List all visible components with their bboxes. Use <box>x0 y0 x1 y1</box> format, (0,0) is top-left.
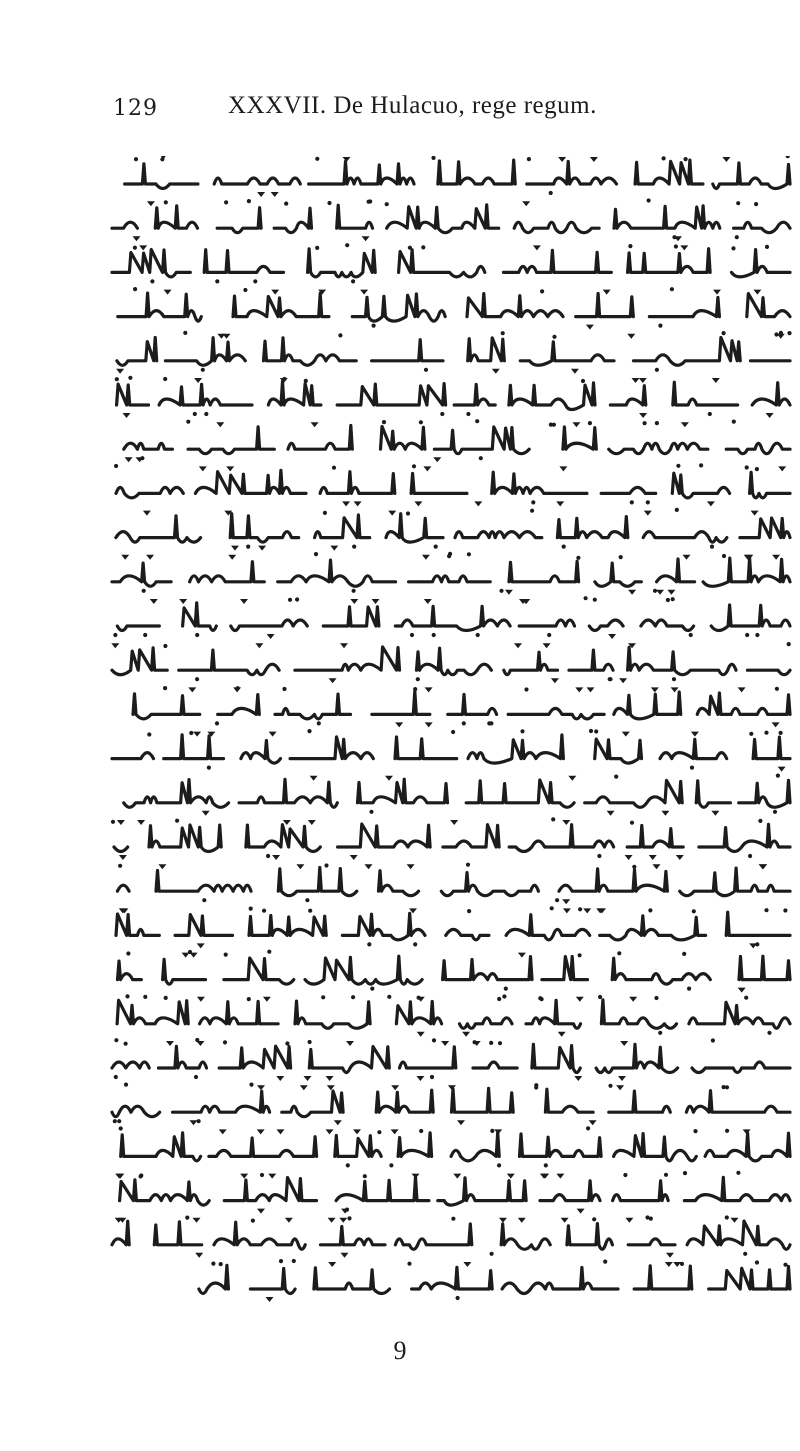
script-line <box>199 1259 790 1302</box>
script-line <box>112 1215 790 1257</box>
script-line <box>112 243 790 283</box>
script-line <box>133 686 790 727</box>
script-line <box>111 642 791 683</box>
script-line <box>111 817 790 860</box>
script-line <box>116 508 790 551</box>
script-line <box>117 863 790 905</box>
script-line <box>115 376 790 418</box>
script-line <box>117 994 790 1037</box>
script-line <box>116 331 792 374</box>
script-line <box>113 596 790 639</box>
script-line <box>124 774 790 816</box>
script-line <box>125 156 790 197</box>
syriac-text-block <box>100 156 800 1316</box>
script-line <box>114 463 790 506</box>
folio-number: 9 <box>393 1336 407 1365</box>
page-header <box>0 78 800 128</box>
script-line <box>115 1171 790 1214</box>
script-line <box>116 906 790 948</box>
script-line <box>118 287 790 330</box>
page-number: 129 <box>113 96 158 121</box>
syriac-script-lines <box>100 156 800 1316</box>
script-line <box>124 419 790 462</box>
script-line <box>112 552 790 595</box>
script-line <box>112 1083 790 1126</box>
script-line <box>112 729 790 772</box>
script-line <box>112 198 790 241</box>
script-line <box>118 950 791 993</box>
script-line <box>119 1126 790 1167</box>
running-title: XXXVII. De Hulacuo, rege regum. <box>228 92 597 119</box>
script-line <box>112 1038 790 1081</box>
